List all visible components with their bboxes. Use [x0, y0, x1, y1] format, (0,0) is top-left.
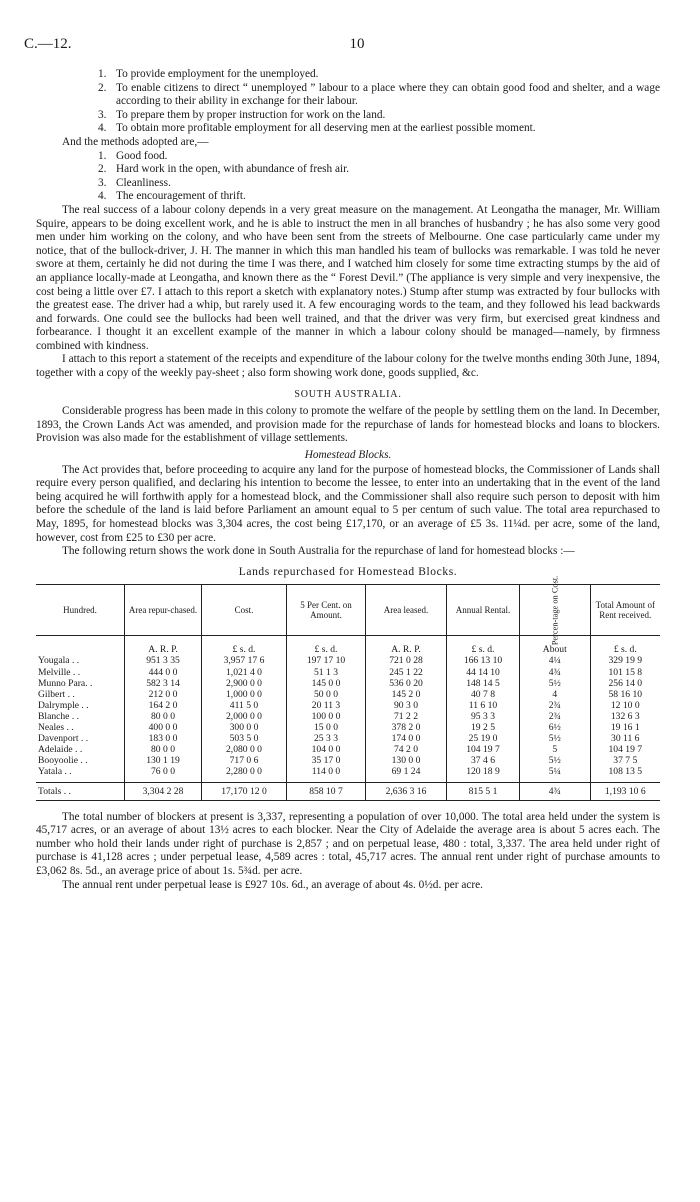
table-cell: 104 0 0	[287, 744, 366, 755]
table-cell: 40 7 8	[447, 689, 520, 700]
table-row	[36, 711, 660, 722]
list-item: 3. Cleanliness.	[98, 176, 171, 189]
totals-row	[36, 782, 660, 800]
table-cell: 15 0 0	[287, 722, 366, 733]
table-cell: 37 7 5	[590, 755, 660, 766]
table-cell: 69 1 24	[366, 766, 447, 777]
table-cell: 197 17 10	[287, 655, 366, 666]
table-cell: 6½	[520, 722, 591, 733]
table-row	[36, 655, 660, 666]
subheading: Homestead Blocks.	[304, 449, 392, 462]
table-cell: 183 0 0	[125, 733, 202, 744]
table-cell: 5½	[520, 733, 591, 744]
table-row	[36, 744, 660, 755]
table-cell: 5½	[520, 755, 591, 766]
table-cell: 3,957 17 6	[202, 655, 287, 666]
table-cell: 130 1 19	[125, 755, 202, 766]
table-cell: 378 2 0	[366, 722, 447, 733]
column-header: Cost.	[202, 585, 287, 636]
table-cell: 717 0 6	[202, 755, 287, 766]
table-cell: 582 3 14	[125, 678, 202, 689]
table-row	[36, 755, 660, 766]
paragraph-attach: I attach to this report a statement of the receipts and expenditure of the labour colony for the twelve months ending 30th June, 1894, together with a copy of the weekly pay-sheet ; also form showing work done, goods supplied, &c.	[36, 353, 660, 380]
section-heading: SOUTH AUSTRALIA.	[294, 388, 402, 400]
paragraph-act: The Act provides that, before proceeding to acquire any land for the purpose of homestead blocks, the Commissioner of Lands shall require every person qualified, and declaring his intention to become the lessee, to enter into an undertaking that in the event of the land being acquired he will forthwith apply for a homestead block, and the Commissioner shall also require such person to deposit with him before the schedule of the land is laid before Parliament an amount equal to 5 per centum of such value. The total area repurchased to May, 1895, for homestead blocks was 3,304 acres, the cost being £17,170, or an average of £5 3s. 11¼d. per acre, some of the land, however, cost from £25 to £30 per acre.	[36, 463, 660, 544]
document-code: C.—12.	[24, 36, 72, 52]
paragraph-colony: The real success of a labour colony depends in a very great measure on the management. At Leongatha the manager, Mr. William Squire, appears to be doing excellent work, and he is able to instruct the men in all branches of husbandry ; he has also some very good men under him working on the colony, and who have been sent from the streets of Melbourne. One case particularly came under my notice, that of the bullock-driver, J. H. The manner in which this man handled his team of bullocks was remarkable. I was told he never swore at them, certainly he did not during the time I was there, and I watched him closely for some time extracting stumps by the aid of an appliance locally-made at Leongatha, and known there as the “ Forest Devil.” (The appliance is very simple and very inexpensive, the cost being a little over £7. I attach to this report a sketch with explanatory notes.) Stump after stump was extracted by four bullocks with the greatest ease. The driver had a whip, but rarely used it. A few encouraging words to the team, and they followed his lead backwards and forwards. One could see the bullocks had been well trained, and that the driver was very firm, but exercised great kindness and forbearance. I thought it an excellent example of the manner in which a labour colony should be managed—namely, by firmness combined with kindness.	[36, 203, 660, 352]
table-cell: 174 0 0	[366, 733, 447, 744]
table-cell: 19 2 5	[447, 722, 520, 733]
table-cell: 4	[520, 689, 591, 700]
table-row	[36, 689, 660, 700]
table-cell: 35 17 0	[287, 755, 366, 766]
list-item: 1. Good food.	[98, 149, 168, 162]
column-header: Percen-tage on Cost.	[520, 585, 591, 636]
methods-list	[36, 150, 660, 204]
objects-list	[36, 68, 660, 136]
list-item: 4. To obtain more profitable employment for all deserving men at the earliest possible moment.	[98, 122, 536, 135]
table-cell: 400 0 0	[125, 722, 202, 733]
hundred-cell: Totals . .	[36, 782, 125, 800]
table-row	[36, 722, 660, 733]
table-cell: 12 10 0	[590, 700, 660, 711]
column-header: Total Amount of Rent received.	[590, 585, 660, 636]
table-cell: 4¾	[520, 782, 591, 800]
page-content	[36, 68, 660, 892]
table-cell: 300 0 0	[202, 722, 287, 733]
methods-intro: And the methods adopted are,—	[62, 135, 209, 148]
table-cell: 11 6 10	[447, 700, 520, 711]
table-cell: 74 2 0	[366, 744, 447, 755]
table-cell: 145 0 0	[287, 678, 366, 689]
column-header: Area repur-chased.	[125, 585, 202, 636]
table-cell: 114 0 0	[287, 766, 366, 777]
table-cell: 4¼	[520, 655, 591, 666]
table-cell: 2,080 0 0	[202, 744, 287, 755]
table-cell: 212 0 0	[125, 689, 202, 700]
column-header: 5 Per Cent. on Amount.	[287, 585, 366, 636]
list-item: 1. To provide employment for the unemployed.	[98, 68, 319, 80]
table-cell: 20 11 3	[287, 700, 366, 711]
table-cell: 256 14 0	[590, 678, 660, 689]
table-title: Lands repurchased for Homestead Blocks.	[238, 565, 458, 578]
table-cell: 104 19 7	[447, 744, 520, 755]
hundred-cell: Yougala . .	[38, 655, 80, 667]
table-cell: 100 0 0	[287, 711, 366, 722]
column-header: Area leased.	[366, 585, 447, 636]
table-cell: 90 3 0	[366, 700, 447, 711]
hundred-cell: Davenport . .	[38, 733, 89, 745]
table-cell: 2,280 0 0	[202, 766, 287, 777]
table-cell: 721 0 28	[366, 655, 447, 666]
table-cell: 25 3 3	[287, 733, 366, 744]
column-header: Hundred.	[36, 585, 125, 636]
table-cell: 101 15 8	[590, 667, 660, 678]
table-cell: 2,000 0 0	[202, 711, 287, 722]
table-cell: 444 0 0	[125, 667, 202, 678]
table-cell: 245 1 22	[366, 667, 447, 678]
table-cell: 2,900 0 0	[202, 678, 287, 689]
table-cell: 5½	[520, 678, 591, 689]
table-cell: 50 0 0	[287, 689, 366, 700]
table-cell: 329 19 9	[590, 655, 660, 666]
table-cell: 130 0 0	[366, 755, 447, 766]
table-cell: 58 16 10	[590, 689, 660, 700]
table-cell: 951 3 35	[125, 655, 202, 666]
hundred-cell: Munno Para. .	[38, 677, 93, 689]
table-cell: 44 14 10	[447, 667, 520, 678]
hundred-cell: Yatala . .	[38, 766, 72, 778]
table-cell: 25 19 0	[447, 733, 520, 744]
table-cell: 148 14 5	[447, 678, 520, 689]
table-cell: 164 2 0	[125, 700, 202, 711]
units-row: A. R. P. £ s. d. £ s. d. A. R. P. £ s. d. About £ s. d.	[36, 636, 660, 656]
list-item: 2. To enable citizens to direct “ unemployed ” labour to a place where they can obtain good food and shelter, and a wage according to their ability in exchange for their labour.	[98, 81, 660, 108]
table-cell: 95 3 3	[447, 711, 520, 722]
page-number: 10	[349, 36, 365, 52]
table-cell: 104 19 7	[590, 744, 660, 755]
table-cell: 145 2 0	[366, 689, 447, 700]
table-cell: 19 16 1	[590, 722, 660, 733]
table-cell: 5¼	[520, 766, 591, 777]
column-header: Annual Rental.	[447, 585, 520, 636]
table-cell: 815 5 1	[447, 782, 520, 800]
table-cell: 132 6 3	[590, 711, 660, 722]
paragraph-rent: The annual rent under perpetual lease is £927 10s. 6d., an average of about 4s. 0½d. per acre.	[62, 878, 483, 891]
homestead-blocks-table	[36, 576, 660, 800]
table-cell: 1,000 0 0	[202, 689, 287, 700]
table-row	[36, 667, 660, 678]
hundred-cell: Dalrymple . .	[38, 699, 89, 711]
list-item: 3. To prepare them by proper instruction for work on the land.	[98, 108, 386, 121]
table-cell: 71 2 2	[366, 711, 447, 722]
table-row	[36, 678, 660, 689]
table-cell: 1,193 10 6	[590, 782, 660, 800]
paragraph-return: The following return shows the work done in South Australia for the repurchase of land for homestead blocks :—	[62, 545, 575, 558]
table-cell: 2,636 3 16	[366, 782, 447, 800]
table-cell: 2¾	[520, 711, 591, 722]
page-header	[24, 38, 676, 56]
table-cell: 411 5 0	[202, 700, 287, 711]
table-row	[36, 733, 660, 744]
table-cell: 108 13 5	[590, 766, 660, 777]
list-item: 2. Hard work in the open, with abundance of fresh air.	[98, 163, 350, 176]
table-cell: 166 13 10	[447, 655, 520, 666]
hundred-cell: Blanche . .	[38, 710, 80, 722]
table-header-row	[36, 585, 660, 636]
table-cell: 4¾	[520, 667, 591, 678]
table-cell: 3,304 2 28	[125, 782, 202, 800]
paragraph-south-australia: Considerable progress has been made in this colony to promote the welfare of the people by settling them on the land. In December, 1893, the Crown Lands Act was amended, and provision made for the repurchase of lands for homestead blocks and loans to blockers. Provision was also made for the establishment of village settlements.	[36, 405, 660, 445]
table-cell: 30 11 6	[590, 733, 660, 744]
table-cell: 5	[520, 744, 591, 755]
paragraph-blockers: The total number of blockers at present is 3,337, representing a population of over 10,000. The total area held under the system is 45,717 acres, or an average of about 13½ acres to each blocker. Near the City of Adelaide the average area is about 5 acres each. The number who hold their lands under right of purchase is 2,857 ; and on perpetual lease, 480 : total, 3,337. The area held under right of purchase is 41,128 acres ; under perpetual lease, 4,589 acres : total, 45,717 acres. The annual rent under right of purchase amounts to £3,062 8s. 5d., an average price of about 1s. 5¾d. per acre.	[36, 810, 660, 877]
table-cell: 17,170 12 0	[202, 782, 287, 800]
table-cell: 503 5 0	[202, 733, 287, 744]
table-cell: 80 0 0	[125, 711, 202, 722]
table-cell: 51 1 3	[287, 667, 366, 678]
hundred-cell: Melville . .	[38, 666, 81, 678]
table-row	[36, 766, 660, 777]
table-cell: 120 18 9	[447, 766, 520, 777]
hundred-cell: Adelaide . .	[38, 744, 83, 756]
table-row	[36, 700, 660, 711]
table-cell: 858 10 7	[287, 782, 366, 800]
table-cell: 2¾	[520, 700, 591, 711]
hundred-cell: Neales . .	[38, 722, 74, 734]
table-cell: 1,021 4 0	[202, 667, 287, 678]
table-cell: 76 0 0	[125, 766, 202, 777]
table-cell: 536 0 20	[366, 678, 447, 689]
hundred-cell: Booyoolie . .	[38, 755, 88, 767]
table-cell: 80 0 0	[125, 744, 202, 755]
table-cell: 37 4 6	[447, 755, 520, 766]
list-item: 4. The encouragement of thrift.	[98, 190, 246, 203]
hundred-cell: Gilbert . .	[38, 688, 75, 700]
